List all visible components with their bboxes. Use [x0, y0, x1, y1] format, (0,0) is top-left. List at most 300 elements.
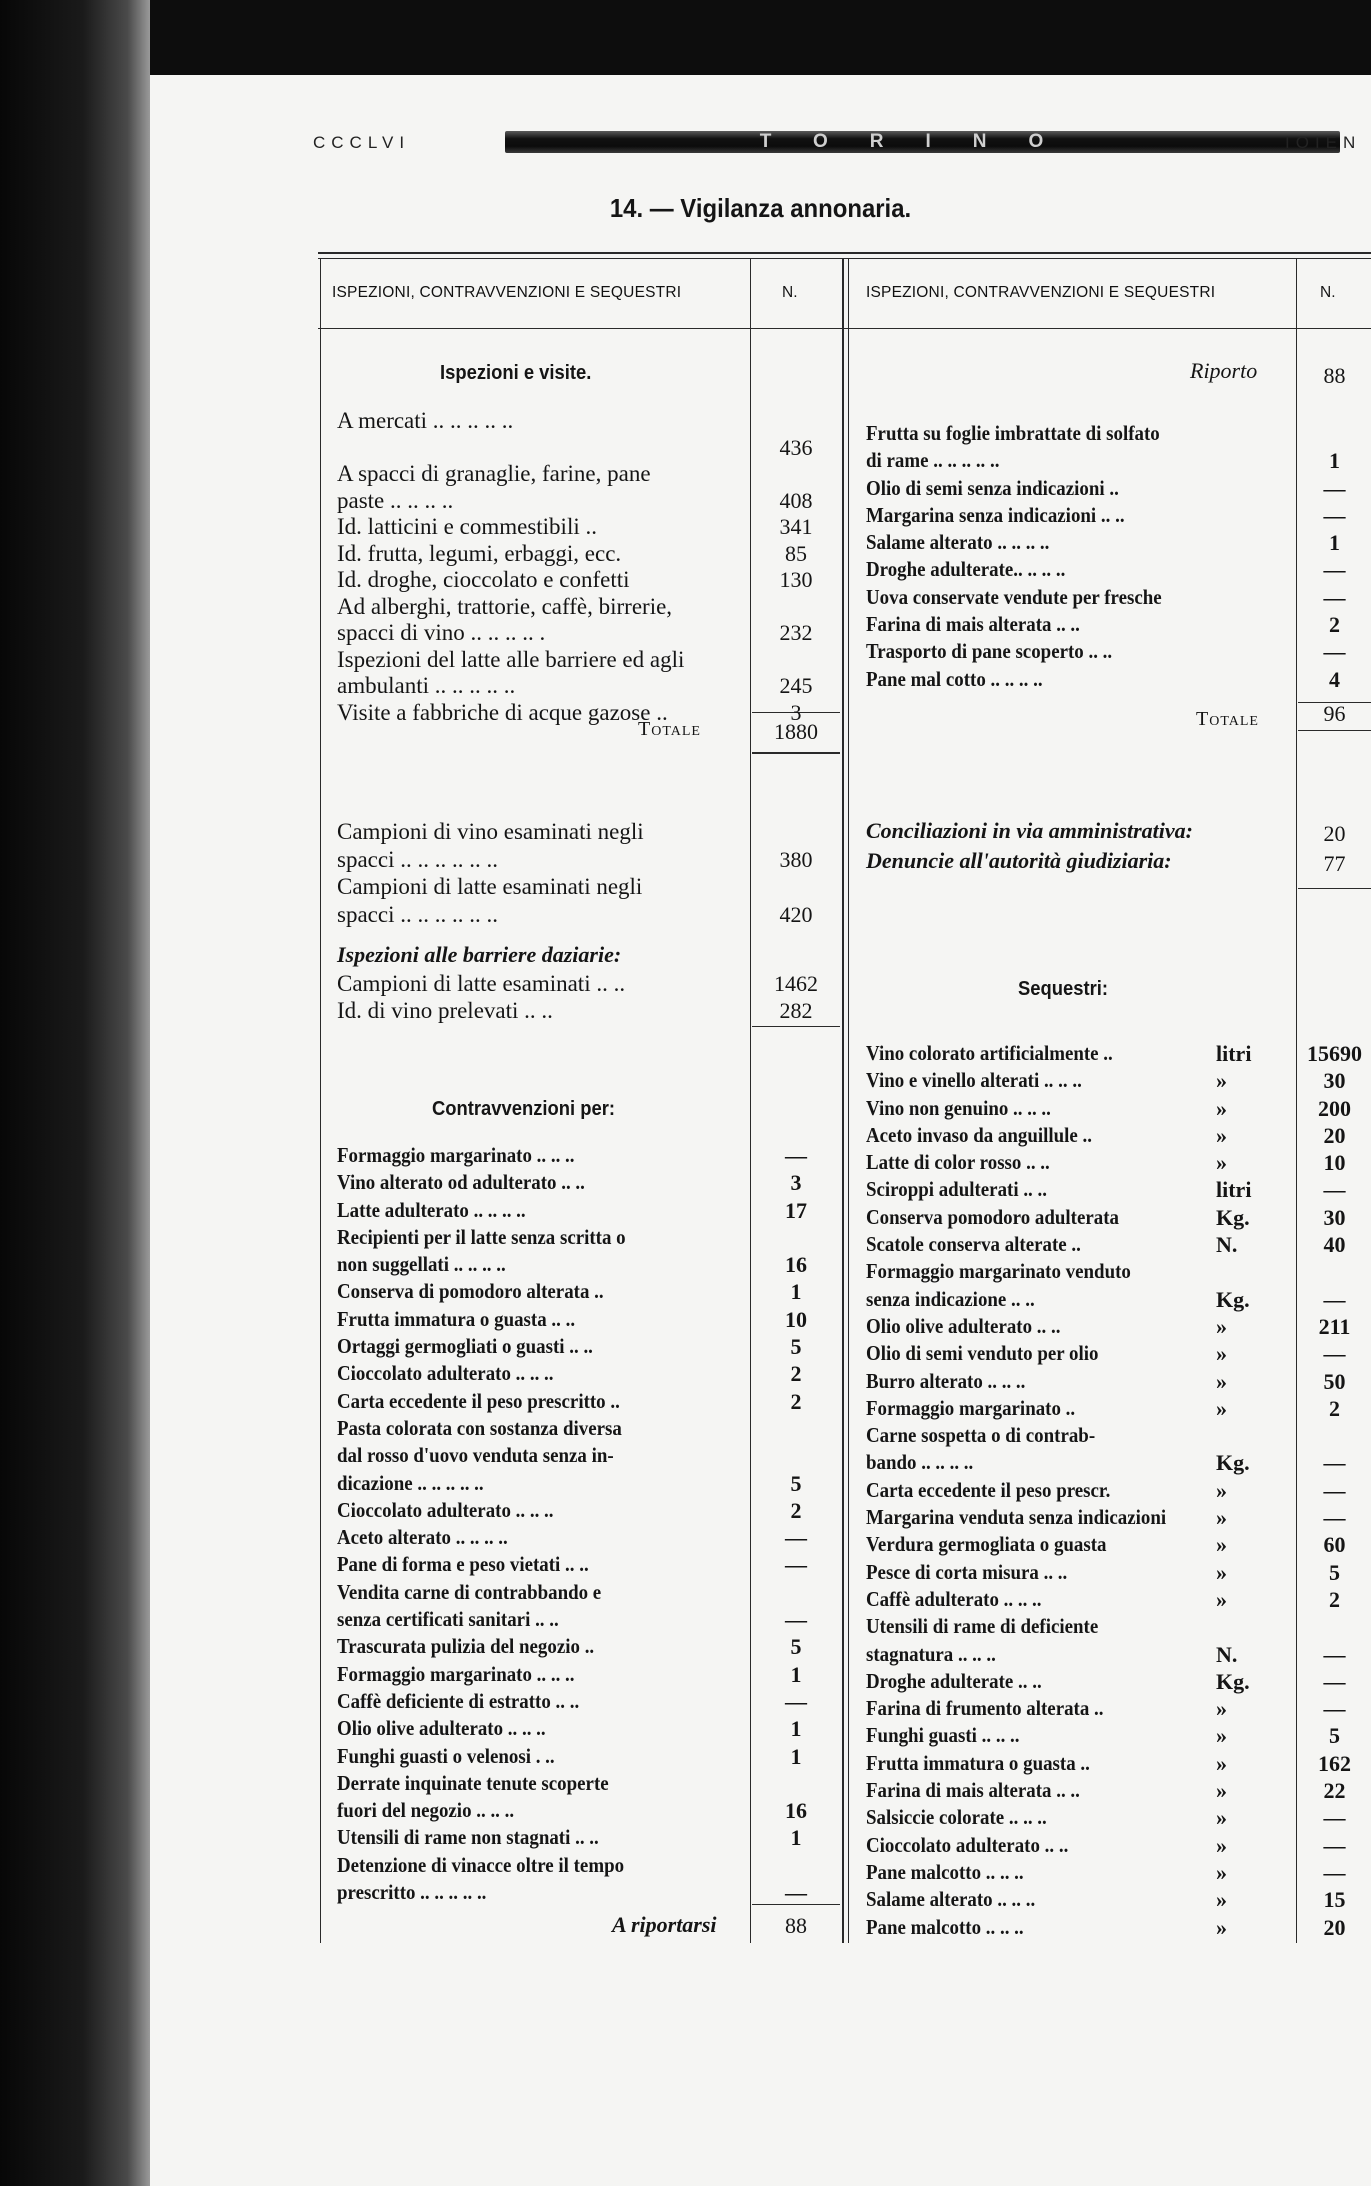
sequestro-row-unit: » — [1216, 1368, 1227, 1394]
sequestro-row-label: Formaggio margarinato .. — [866, 1395, 1076, 1420]
sequestro-row-unit: » — [1216, 1696, 1227, 1722]
sequestro-row-label: Conserva pomodoro adulterata — [866, 1204, 1119, 1229]
sequestro-row-label: Margarina venduta senza indicazioni — [866, 1505, 1167, 1530]
ispezioni-row-label: Ispezioni del latte alle barriere ed agli — [337, 646, 685, 672]
sequestro-row-value: 200 — [1318, 1095, 1351, 1121]
contravvenzione-row-label: Latte adulterato .. .. .. .. — [337, 1197, 526, 1222]
contravvenzione-row-label: Formaggio margarinato .. .. .. — [337, 1661, 575, 1686]
contravvenzione-row — [337, 1251, 842, 1278]
sequestro-row — [866, 1886, 1371, 1913]
center-divider-2 — [848, 258, 849, 1943]
sequestro-row — [866, 1286, 1371, 1313]
sequestro-row-unit: » — [1216, 1505, 1227, 1531]
ispezioni-row-value: 130 — [779, 567, 813, 592]
sequestro-row — [866, 1504, 1371, 1531]
sequestro-row-label: Sciroppi adulterati .. .. — [866, 1177, 1047, 1202]
sequestro-row-label: Carne sospetta o di contrab- — [866, 1423, 1096, 1448]
left-total-rule-bottom — [752, 752, 840, 754]
sequestro-row-unit: » — [1216, 1122, 1227, 1148]
contravvenzione-row — [337, 1388, 842, 1415]
sequestro-row-value: 30 — [1323, 1204, 1346, 1230]
sequestro-row-value: 10 — [1323, 1150, 1346, 1176]
sequestro-row — [866, 1586, 1371, 1613]
sequestro-row-label: bando .. .. .. .. — [866, 1450, 974, 1475]
contravvenzione-row-label: Recipienti per il latte senza scritta o — [337, 1224, 626, 1249]
contravvenzione-row-value: 2 — [790, 1497, 802, 1523]
ispezioni-total-value: 1880 — [774, 719, 818, 744]
sequestro-row-unit: N. — [1216, 1641, 1238, 1667]
sequestro-row — [866, 1695, 1371, 1722]
campioni-list — [337, 818, 842, 928]
contravvenzione-row-value: 1 — [790, 1825, 802, 1851]
contravvenzione-row-value: — — [785, 1607, 807, 1633]
left-number-header: N. — [782, 284, 798, 301]
sequestro-row-unit: litri — [1216, 1177, 1252, 1203]
sequestro-row — [866, 1477, 1371, 1504]
contravvenzione-row — [337, 1224, 842, 1251]
ispezioni-row-label: Id. latticini e commestibili .. — [337, 514, 597, 539]
banner-text: TORINO — [759, 131, 1086, 152]
sequestro-row-label: Frutta immatura o guasta .. — [866, 1750, 1090, 1775]
sequestro-row-unit: » — [1216, 1887, 1227, 1913]
right-contravvenzione-row-label: Frutta su foglie imbrattate di solfato — [866, 421, 1160, 445]
sequestro-row-unit: » — [1216, 1859, 1227, 1885]
ispezioni-total-label: Totale — [638, 718, 701, 740]
sequestro-row-unit: » — [1216, 1723, 1227, 1749]
right-contravvenzione-row-label: Trasporto di pane scoperto .. .. — [866, 639, 1113, 664]
contravvenzione-row — [337, 1824, 842, 1851]
right-contravvenzione-row — [866, 584, 1371, 611]
left-column-header: ISPEZIONI, CONTRAVVENZIONI E SEQUESTRI — [332, 284, 682, 301]
denuncie-label: Denuncie all'autorità giudiziaria: — [866, 848, 1172, 873]
ispezioni-row-value: 408 — [779, 487, 813, 513]
ispezioni-row — [337, 513, 842, 540]
barriere-row-label: Campioni di latte esaminati .. .. — [337, 971, 626, 996]
contravvenzione-row — [337, 1579, 842, 1606]
contravvenzione-row-label: Olio olive adulterato .. .. .. — [337, 1716, 546, 1741]
sequestro-row-unit: Kg. — [1216, 1668, 1250, 1694]
right-total-value: 96 — [1323, 701, 1346, 726]
contravvenzione-row-value: — — [785, 1688, 807, 1714]
right-contravvenzione-row-label: Salame alterato .. .. .. .. — [866, 530, 1050, 555]
campioni-row-label: spacci .. .. .. .. .. .. — [337, 846, 498, 872]
ispezioni-row-value: 436 — [779, 434, 813, 460]
barriere-row-value: 282 — [779, 998, 813, 1023]
sequestro-row — [866, 1368, 1371, 1395]
left-barriere-rule — [752, 1026, 840, 1027]
contravvenzione-row-label: Detenzione di vinacce oltre il tempo — [337, 1852, 625, 1877]
campioni-row-label: spacci .. .. .. .. .. .. — [337, 901, 498, 927]
sequestro-row-value: — — [1323, 1477, 1346, 1503]
contravvenzione-row-label: Vendita carne di contrabbando e — [337, 1579, 602, 1604]
ispezioni-row — [337, 407, 842, 434]
right-contravvenzione-row-value: 1 — [1329, 530, 1340, 556]
contravvenzione-row — [337, 1606, 842, 1633]
contravvenzione-row-label: dal rosso d'uovo venduta senza in- — [337, 1443, 614, 1468]
barriere-row — [337, 970, 842, 997]
contravvenzione-row-label: dicazione .. .. .. .. .. — [337, 1470, 484, 1495]
riporto-value: 88 — [1323, 363, 1346, 388]
denuncie-value: 77 — [1323, 851, 1346, 876]
barriere-row-value: 1462 — [774, 971, 818, 996]
right-contravvenzione-row — [866, 475, 1371, 502]
right-contravvenzione-row-value: 1 — [1329, 448, 1340, 474]
sequestro-row-unit: » — [1216, 1150, 1227, 1176]
sequestro-row-label: Olio olive adulterato .. .. — [866, 1313, 1061, 1338]
ispezioni-row — [337, 487, 842, 514]
sequestro-row-value: 2 — [1329, 1395, 1340, 1421]
sequestro-row — [866, 1313, 1371, 1340]
contravvenzioni-list — [337, 1142, 842, 1906]
right-contravvenzione-row-label: Pane mal cotto .. .. .. .. — [866, 666, 1043, 691]
sequestro-row-label: Cioccolato adulterato .. .. — [866, 1832, 1069, 1857]
sequestro-row — [866, 1641, 1371, 1668]
contravvenzione-row-label: prescritto .. .. .. .. .. — [337, 1880, 487, 1905]
right-column-header: ISPEZIONI, CONTRAVVENZIONI E SEQUESTRI — [866, 284, 1216, 301]
sequestro-row — [866, 1095, 1371, 1122]
contravvenzione-row — [337, 1770, 842, 1797]
contravvenzione-row-label: Trascurata pulizia del negozio .. — [337, 1634, 595, 1659]
contravvenzione-row — [337, 1551, 842, 1578]
contravvenzione-row — [337, 1743, 842, 1770]
sequestro-row — [866, 1914, 1371, 1941]
contravvenzione-row — [337, 1715, 842, 1742]
right-contravvenzione-row — [866, 502, 1371, 529]
right-contravvenzione-row-value: 4 — [1329, 666, 1340, 692]
contravvenzione-row-label: Cioccolato adulterato .. .. .. — [337, 1361, 554, 1386]
sequestro-row — [866, 1722, 1371, 1749]
ispezioni-row-label: Visite a fabbriche di acque gazose .. — [337, 699, 668, 725]
contravvenzione-row-label: Funghi guasti o velenosi . .. — [337, 1743, 555, 1768]
sequestro-row-unit: » — [1216, 1586, 1227, 1612]
sequestro-row-unit: litri — [1216, 1041, 1252, 1066]
folio: CCCLVI — [313, 133, 411, 152]
ispezioni-row-value: 232 — [779, 620, 813, 645]
contravvenzione-row — [337, 1142, 842, 1169]
sequestro-row-unit: » — [1216, 1095, 1227, 1121]
ispezioni-row — [337, 672, 842, 699]
sequestro-row-label: Utensili di rame di deficiente — [866, 1614, 1099, 1639]
sequestro-row-value: — — [1323, 1696, 1346, 1722]
sequestro-row-label: Formaggio margarinato venduto — [866, 1259, 1131, 1284]
ispezioni-row — [337, 460, 842, 487]
right-number-header: N. — [1320, 284, 1336, 301]
sequestro-row-label: Vino e vinello alterati .. .. .. — [866, 1068, 1082, 1093]
right-contravvenzione-row-label: Droghe adulterate.. .. .. .. — [866, 557, 1066, 582]
contravvenzione-row-value: 5 — [790, 1634, 802, 1660]
sequestro-row — [866, 1559, 1371, 1586]
contravvenzione-row-value: — — [785, 1880, 807, 1906]
campioni-row — [337, 901, 842, 929]
campioni-row-label: Campioni di latte esaminati negli — [337, 874, 643, 899]
sequestro-row-value: — — [1323, 1805, 1346, 1831]
sequestro-row — [866, 1613, 1371, 1640]
sequestro-row-value: — — [1323, 1668, 1346, 1694]
right-contravvenzione-row — [866, 447, 1371, 474]
sequestro-row-label: Farina di mais alterata .. .. — [866, 1778, 1080, 1803]
sequestro-row-value: — — [1323, 1832, 1346, 1858]
sequestro-row-label: Latte di color rosso .. .. — [866, 1150, 1050, 1175]
right-contravvenzione-row — [866, 556, 1371, 583]
contravvenzione-row-value: — — [785, 1143, 807, 1168]
sequestro-row — [866, 1258, 1371, 1285]
sequestro-row-value: 2 — [1329, 1586, 1340, 1612]
contravvenzione-row-value: 16 — [785, 1798, 807, 1824]
sequestro-row-label: senza indicazione .. .. — [866, 1286, 1035, 1311]
sequestro-row-value: — — [1323, 1177, 1346, 1203]
sequestro-row — [866, 1449, 1371, 1476]
contravvenzione-row-label: Pane di forma e peso vietati .. .. — [337, 1552, 589, 1577]
sequestro-row-unit: » — [1216, 1477, 1227, 1503]
sequestro-row — [866, 1204, 1371, 1231]
campioni-row — [337, 846, 842, 874]
contravvenzioni-title: Contravvenzioni per: — [432, 1098, 616, 1120]
sequestro-row — [866, 1804, 1371, 1831]
sequestro-row-label: Aceto invaso da anguillule .. — [866, 1122, 1093, 1147]
sequestro-row-value: 20 — [1323, 1914, 1346, 1940]
ispezioni-row-label: paste .. .. .. .. — [337, 487, 454, 513]
sequestro-row-unit: Kg. — [1216, 1450, 1250, 1476]
contravvenzione-row-value: 5 — [790, 1470, 802, 1496]
sequestro-row-label: Caffè adulterato .. .. .. — [866, 1586, 1042, 1611]
sequestro-row-unit: » — [1216, 1068, 1227, 1094]
left-outer-rule — [320, 258, 321, 1943]
contravvenzione-row-value: — — [785, 1525, 807, 1551]
sequestro-row — [866, 1395, 1371, 1422]
contravvenzione-row-label: Cioccolato adulterato .. .. .. — [337, 1497, 554, 1522]
sequestro-row — [866, 1040, 1371, 1067]
sequestro-row-label: Pane malcotto .. .. .. — [866, 1859, 1024, 1884]
sequestro-row-unit: » — [1216, 1559, 1227, 1585]
contravvenzione-row — [337, 1415, 842, 1442]
ispezioni-row — [337, 593, 842, 620]
running-head-right: IOIEN — [1285, 133, 1362, 152]
sequestro-row-value: — — [1323, 1859, 1346, 1885]
sequestro-row-unit: » — [1216, 1532, 1227, 1558]
contravvenzione-row-label: Derrate inquinate tenute scoperte — [337, 1770, 609, 1795]
campioni-row-value: 420 — [779, 901, 813, 927]
sequestro-row-value: — — [1323, 1286, 1346, 1312]
right-contravvenzione-row-value: — — [1323, 639, 1346, 665]
campioni-row-label: Campioni di vino esaminati negli — [337, 819, 644, 844]
sequestro-row-label: Farina di frumento alterata .. — [866, 1696, 1104, 1721]
contravvenzione-row-value: 2 — [790, 1388, 802, 1414]
running-head — [165, 125, 1371, 165]
sequestro-row-unit: » — [1216, 1778, 1227, 1804]
sequestro-row-label: stagnatura .. .. .. — [866, 1641, 996, 1666]
conciliazioni-value: 20 — [1323, 821, 1346, 846]
sequestro-row-value: 162 — [1318, 1750, 1351, 1776]
contravvenzione-row — [337, 1169, 842, 1196]
campioni-row-value: 380 — [779, 846, 813, 872]
right-contravvenzione-row-value: — — [1323, 475, 1346, 501]
sequestro-row-unit: » — [1216, 1805, 1227, 1831]
contravvenzione-row — [337, 1797, 842, 1824]
contravvenzione-row-label: fuori del negozio .. .. .. — [337, 1798, 515, 1823]
sequestro-row — [866, 1340, 1371, 1367]
right-contravvenzioni-list — [866, 420, 1371, 693]
right-contravvenzione-row — [866, 420, 1371, 447]
sequestro-row-value: 5 — [1329, 1559, 1340, 1585]
right-contravvenzione-row — [866, 529, 1371, 556]
campioni-row — [337, 873, 842, 901]
page-title: 14. — Vigilanza annonaria. — [609, 193, 912, 223]
sequestro-row-value: 50 — [1323, 1368, 1346, 1394]
sequestro-row — [866, 1859, 1371, 1886]
riportarsi-value: 88 — [785, 1913, 807, 1938]
contravvenzione-row-value: 17 — [785, 1197, 807, 1223]
sequestro-row-value: 30 — [1323, 1068, 1346, 1094]
contravvenzione-row-label: non suggellati .. .. .. .. — [337, 1252, 506, 1277]
ispezioni-row-value: 3 — [790, 699, 802, 725]
contravvenzione-row-label: Carta eccedente il peso prescritto .. — [337, 1388, 620, 1413]
contravvenzione-row — [337, 1442, 842, 1469]
right-contravvenzione-row-label: di rame .. .. .. .. .. — [866, 448, 1000, 473]
sequestro-row-value: — — [1323, 1341, 1346, 1367]
table-top-rule — [318, 252, 1371, 254]
sequestro-row — [866, 1531, 1371, 1558]
contravvenzione-row-value: 1 — [790, 1743, 802, 1769]
riporto-label: Riporto — [1190, 358, 1258, 383]
ispezioni-row — [337, 646, 842, 673]
center-divider — [842, 258, 844, 1943]
sequestro-row — [866, 1668, 1371, 1695]
contravvenzione-row — [337, 1688, 842, 1715]
sequestro-row-unit: » — [1216, 1914, 1227, 1940]
sequestro-row-unit: » — [1216, 1750, 1227, 1776]
sequestro-row — [866, 1067, 1371, 1094]
contravvenzione-row-label: Utensili di rame non stagnati .. .. — [337, 1825, 599, 1850]
sequestro-row-value: 60 — [1323, 1532, 1346, 1558]
sequestri-list — [866, 1040, 1371, 1941]
ispezioni-row — [337, 619, 842, 646]
sequestro-row-label: Pesce di corta misura .. .. — [866, 1559, 1068, 1584]
sequestro-row — [866, 1777, 1371, 1804]
contravvenzione-row — [337, 1470, 842, 1497]
contravvenzione-row-value: — — [785, 1552, 807, 1578]
right-contravvenzione-row-value: — — [1323, 557, 1346, 583]
barriere-list — [337, 970, 842, 1024]
banner — [505, 131, 1340, 153]
ispezioni-row-label: Id. frutta, legumi, erbaggi, ecc. — [337, 540, 622, 566]
sequestro-row — [866, 1750, 1371, 1777]
sequestro-row-label: Carta eccedente il peso prescr. — [866, 1477, 1111, 1502]
contravvenzione-row-label: Aceto alterato .. .. .. .. — [337, 1525, 508, 1550]
ispezioni-row-value: 341 — [779, 514, 813, 539]
contravvenzione-row-label: Pasta colorata con sostanza diversa — [337, 1415, 622, 1440]
sequestro-row — [866, 1231, 1371, 1258]
ispezioni-row-label: A mercati .. .. .. .. .. — [337, 408, 514, 433]
sequestro-row-label: Burro alterato .. .. .. — [866, 1368, 1026, 1393]
right-contravvenzione-row-label: Olio di semi senza indicazioni .. — [866, 475, 1119, 500]
right-contravvenzione-row-label: Margarina senza indicazioni .. .. — [866, 502, 1125, 527]
sequestro-row-label: Pane malcotto .. .. .. — [866, 1914, 1024, 1939]
sequestro-row — [866, 1122, 1371, 1149]
sequestro-row — [866, 1149, 1371, 1176]
sequestro-row-label: Vino colorato artificialmente .. — [866, 1041, 1113, 1065]
contravvenzione-row-value: 10 — [785, 1306, 807, 1332]
contravvenzione-row-value: 1 — [790, 1716, 802, 1742]
ispezioni-row — [337, 540, 842, 567]
contravvenzione-row-value: 1 — [790, 1279, 802, 1305]
right-total-label: Totale — [1196, 708, 1259, 730]
sequestro-row-label: Droghe adulterate .. .. — [866, 1668, 1042, 1693]
sequestro-row-label: Funghi guasti .. .. .. — [866, 1723, 1020, 1748]
sequestro-row — [866, 1176, 1371, 1203]
sequestro-row-value: — — [1323, 1505, 1346, 1531]
contravvenzione-row — [337, 1197, 842, 1224]
ispezioni-row-label: A spacci di granaglie, farine, pane — [337, 461, 651, 486]
contravvenzione-row — [337, 1497, 842, 1524]
contravvenzione-row — [337, 1360, 842, 1387]
header-bottom-rule — [318, 328, 1371, 329]
sequestro-row-value: 20 — [1323, 1122, 1346, 1148]
sequestro-row-value: 5 — [1329, 1723, 1340, 1749]
right-contravvenzione-row-value: 2 — [1329, 612, 1340, 638]
sequestro-row-value: 22 — [1323, 1778, 1346, 1804]
contravvenzione-row-value: 1 — [790, 1661, 802, 1687]
ispezioni-row-label: spacci di vino .. .. .. .. . — [337, 620, 546, 645]
contravvenzione-row — [337, 1879, 842, 1906]
right-contravvenzione-row-value: — — [1323, 502, 1346, 528]
barriere-row-label: Id. di vino prelevati .. .. — [337, 998, 553, 1023]
right-denuncie-rule — [1298, 888, 1371, 889]
sequestro-row-unit: » — [1216, 1313, 1227, 1339]
contravvenzione-row-label: Conserva di pomodoro alterata .. — [337, 1279, 604, 1304]
sequestro-row-label: Salame alterato .. .. .. — [866, 1887, 1036, 1912]
right-contravvenzione-row — [866, 666, 1371, 693]
contravvenzione-row-label: Ortaggi germogliati o guasti .. .. — [337, 1334, 593, 1359]
contravvenzione-row — [337, 1333, 842, 1360]
sequestro-row-unit: » — [1216, 1341, 1227, 1367]
sequestro-row-unit: Kg. — [1216, 1286, 1250, 1312]
right-contravvenzione-row — [866, 638, 1371, 665]
contravvenzione-row-label: Formaggio margarinato .. .. .. — [337, 1143, 575, 1167]
table-top-rule-2 — [318, 258, 1371, 259]
contravvenzione-row — [337, 1524, 842, 1551]
right-contravvenzione-row-value: — — [1323, 584, 1346, 610]
contravvenzione-row — [337, 1306, 842, 1333]
contravvenzione-row — [337, 1661, 842, 1688]
sequestro-row-label: Olio di semi venduto per olio — [866, 1341, 1099, 1366]
right-total-rule-bottom — [1298, 730, 1371, 731]
sequestro-row-label: Salsiccie colorate .. .. .. — [866, 1805, 1047, 1830]
contravvenzione-row-label: Frutta immatura o guasta .. .. — [337, 1306, 576, 1331]
sequestri-title: Sequestri: — [1018, 978, 1108, 1000]
contravvenzione-row-value: 3 — [790, 1170, 802, 1196]
sequestro-row — [866, 1422, 1371, 1449]
riportarsi-label: A riportarsi — [612, 1912, 717, 1937]
contravvenzione-row — [337, 1278, 842, 1305]
ispezioni-row-value: 245 — [779, 673, 813, 698]
sequestro-row-label: Vino non genuino .. .. .. — [866, 1095, 1051, 1120]
ispezioni-title: Ispezioni e visite. — [440, 362, 592, 384]
scan-border-top — [0, 0, 1371, 75]
sequestro-row-value: 15 — [1323, 1887, 1346, 1913]
barriere-title: Ispezioni alle barriere daziarie: — [337, 942, 622, 967]
sequestro-row-unit: » — [1216, 1832, 1227, 1858]
sequestro-row-unit: N. — [1216, 1232, 1238, 1258]
contravvenzione-row-label: senza certificati sanitari .. .. — [337, 1607, 559, 1632]
scan-border-left — [0, 0, 150, 2186]
ispezioni-row-label: Id. droghe, cioccolato e confetti — [337, 567, 630, 592]
sequestro-row-value: — — [1323, 1450, 1346, 1476]
contravvenzione-row-label: Vino alterato od adulterato .. .. — [337, 1170, 585, 1195]
contravvenzione-row-label: Caffè deficiente di estratto .. .. — [337, 1688, 580, 1713]
ispezioni-row-value: 85 — [785, 540, 807, 566]
sequestro-row-unit: » — [1216, 1395, 1227, 1421]
ispezioni-row — [337, 434, 842, 461]
